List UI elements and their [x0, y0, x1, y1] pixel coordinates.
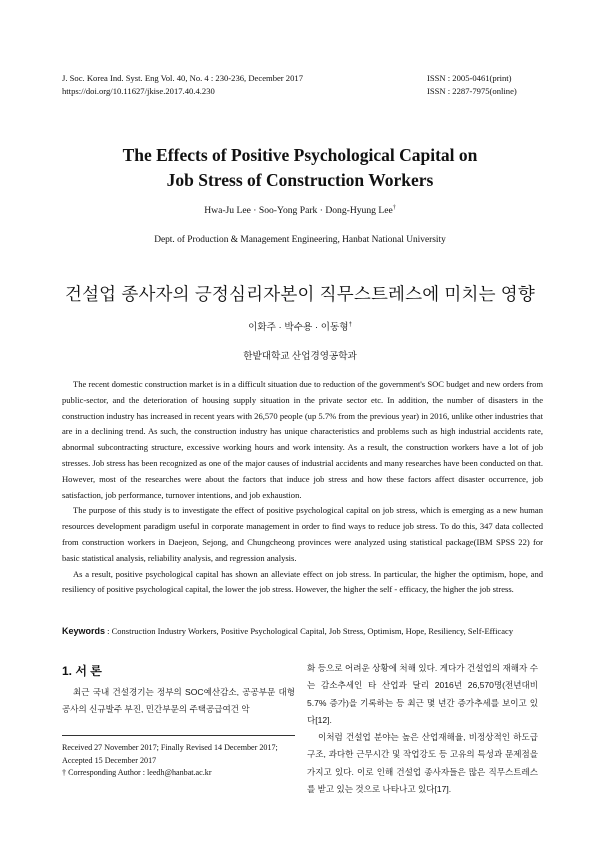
affiliation: Dept. of Production & Management Engineering, Hanbat National University [154, 235, 446, 245]
corresponding-author-email[interactable]: Corresponding Author : leedh@hanbat.ac.kr [66, 768, 212, 777]
abstract-paragraph: The recent domestic construction market is in a difficult situation due to reduction of the government's SOC budget and new orders from public-sector, and the deterioration of housing supply situation in the private sector etc. In addition, the number of disasters in the construction industry has increased in recent years with 26,570 people (up 5.7% from the previous year) in 2016, unlike other industries that are in a declining trend. As such, the construction industry has unique characteristics and problems such as high industrial accidents rate, abnormal subcontracting structure, excessive working hours and work intensity. As a result, the construction workers have a lot of job stresses. Job stress has been recognized as one of the major causes of industrial accidents and many researches have been conducted on that. However, most of the researches were about the factors that induce job stress and how these factors affect disaster occurrence, job satisfaction, job performance, turnover intentions, and job exhaustion. [62, 379, 543, 500]
keywords-label: Keywords [62, 626, 106, 636]
doi-link[interactable]: https://doi.org/10.11627/jkise.2017.40.4.230 [62, 86, 215, 96]
body-paragraph: 최근 국내 건설경기는 정부의 SOC예산감소, 공공부문 대형공사의 신규발주 부진, 민간부문의 주택공급여건 악 [62, 687, 295, 714]
body-column-left [62, 684, 295, 718]
issn-block [427, 72, 517, 98]
section-heading: 1. 서 론 [62, 664, 102, 678]
corresponding-mark: † [392, 204, 396, 211]
footnote-divider [62, 735, 295, 736]
body-paragraph: 이처럼 건설업 분야는 높은 산업재해율, 비정상적인 하도급 구조, 과다한 근무시간 및 작업강도 등 고유의 특성과 문제점을 가지고 있다. 이로 인해 건설업 종사자들은 많은 직무스트레스를 받고 있는 것으로 나타나고 있다[17]. [307, 732, 538, 795]
footnote-mark: † [62, 768, 67, 777]
paper-title-line2: Job Stress of Construction Workers [166, 170, 434, 190]
journal-citation: J. Soc. Korea Ind. Syst. Eng Vol. 40, No. 4 : 230-236, December 2017 [62, 73, 303, 83]
korean-title: 건설업 종사자의 긍정심리자본이 직무스트레스에 미치는 영향 [64, 284, 536, 304]
keywords-text: : Construction Industry Workers, Positive Psychological Capital, Job Stress, Optimism, Hope, Resiliency, Self-Efficacy [105, 626, 514, 636]
abstract-paragraph: As a result, positive psychological capital has shown an alleviate effect on job stress. In particular, the higher the optimism, hope, and resiliency of positive psychological capital, the lower the job stress. However, the higher the self - efficacy, the higher the job stress. [62, 568, 543, 595]
journal-header [62, 72, 303, 98]
keywords [62, 626, 543, 636]
korean-author-list [0, 319, 600, 333]
issn-online: ISSN : 2287-7975(online) [427, 86, 517, 96]
received-date: Received 27 November 2017; Finally Revised 14 December 2017; [62, 743, 278, 752]
paper-title-line1: The Effects of Positive Psychological Capital on [122, 145, 478, 165]
abstract-paragraph: The purpose of this study is to investigate the effect of positive psychological capital on job stress, which is emerging as a new human resources development paradigm useful in corporate management in order to find ways to reduce job stress. To do this, 347 data collected from construction workers in Daejeon, Sejong, and Chungcheong provinces were analyzed using statistical package(IBM SPSS 22) for basic statistical analysis, reliability analysis, and regression analysis. [62, 505, 543, 563]
accepted-date: Accepted 15 December 2017 [62, 755, 157, 765]
korean-corresponding-mark: † [348, 321, 352, 328]
author-names: Hwa-Ju Lee · Soo-Yong Park · Dong-Hyung Lee [204, 205, 393, 216]
footnote [62, 742, 297, 780]
body-paragraph: 화 등으로 어려운 상황에 처해 있다. 게다가 건설업의 재해자 수는 감소추세인 타 산업과 달리 2016년 26,570명(전년대비 5.7% 증가)을 기록하는 등 최근 몇 년간 증가추세를 보이고 있다[12]. [307, 663, 538, 725]
abstract [62, 377, 543, 598]
issn-print: ISSN : 2005-0461(print) [427, 73, 512, 83]
body-column-right [307, 660, 538, 798]
korean-author-names: 이화주 · 박수용 · 이동형 [248, 322, 349, 333]
corresponding-author [62, 767, 297, 780]
korean-affiliation: 한밭대학교 산업경영공학과 [243, 351, 357, 362]
paper-title [0, 143, 600, 193]
author-list [0, 205, 600, 216]
